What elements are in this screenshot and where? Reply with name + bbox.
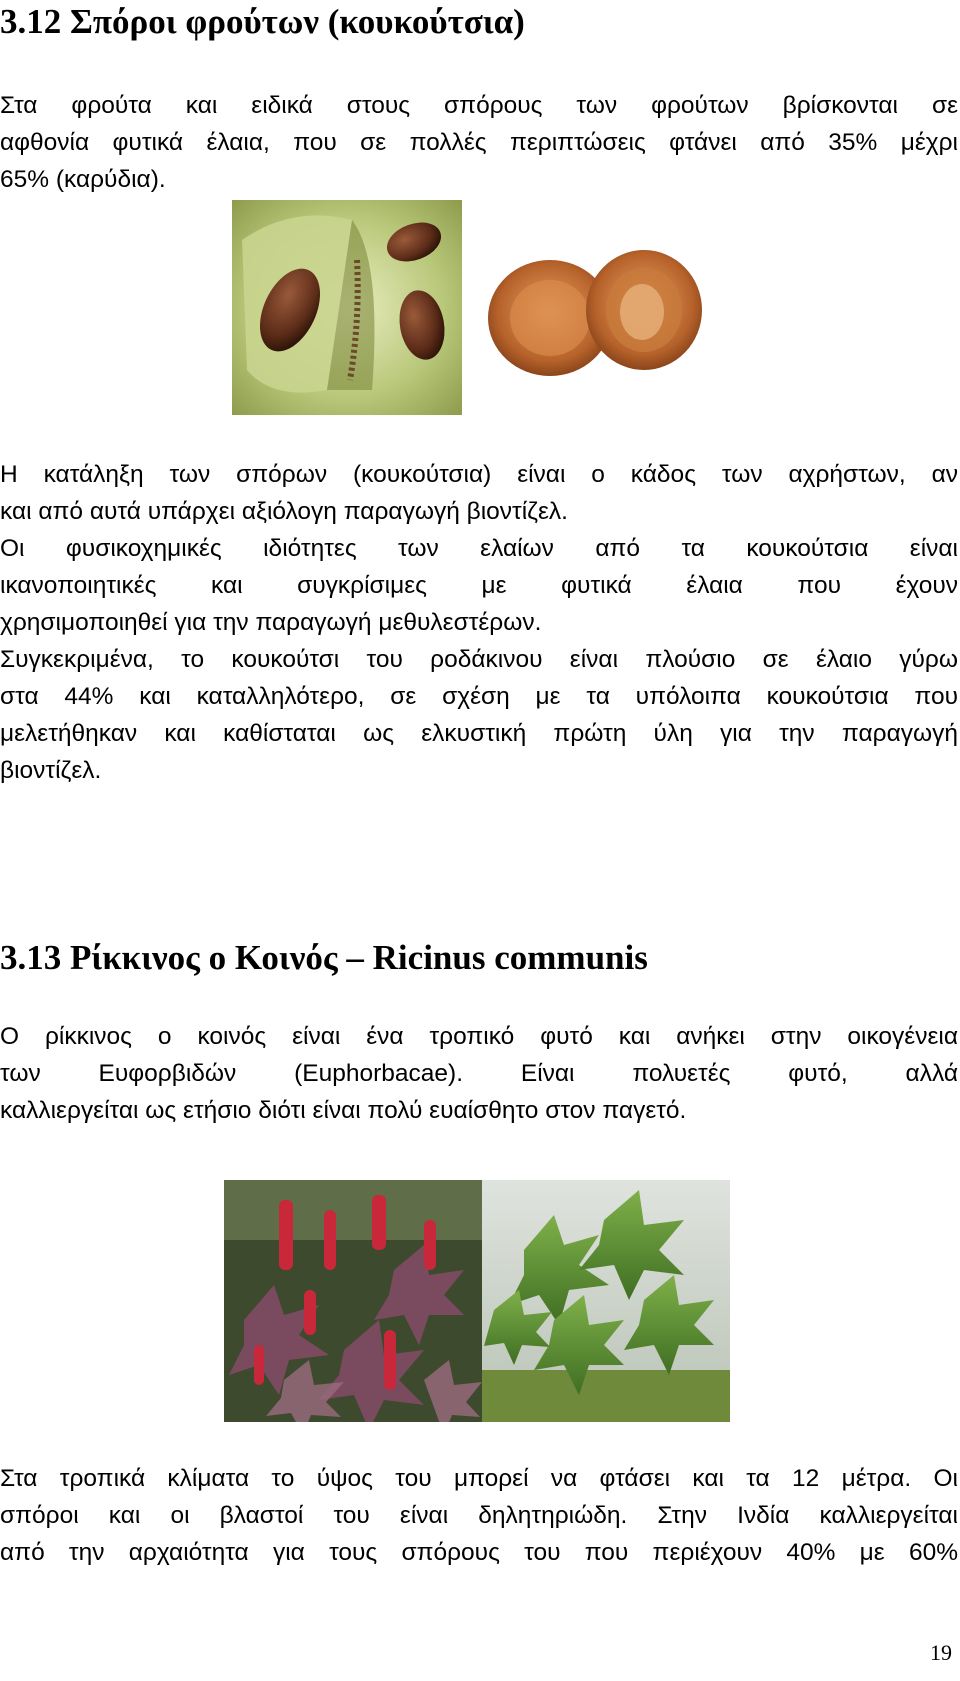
text-line: Ο ρίκκινος ο κοινός είναι ένα τροπικό φυτό και ανήκει στην οικογένεια	[0, 1023, 958, 1050]
paragraph-fruit-seeds-body	[0, 456, 958, 789]
figure-fruit-seeds	[232, 200, 722, 415]
text-line: αφθονία φυτικά έλαια, που σε πολλές περιπτώσεις φτάνει από 35% μέχρι	[0, 129, 958, 156]
text-line: Συγκεκριμένα, το κουκούτσι του ροδάκινου είναι πλούσιο σε έλαιο γύρω	[0, 646, 958, 673]
text-line: από την αρχαιότητα για τους σπόρους του που περιέχουν 40% με 60%	[0, 1539, 958, 1566]
text-line: στα 44% και καταλληλότερο, σε σχέση με τα υπόλοιπα κουκούτσια που	[0, 683, 958, 710]
text-line: Η κατάληξη των σπόρων (κουκούτσια) είναι ο κάδος των αχρήστων, αν	[0, 461, 958, 488]
paragraph-ricinus-body	[0, 1460, 958, 1571]
text-line: καλλιεργείται ως ετήσιο διότι είναι πολύ ευαίσθητο στον παγετό.	[0, 1097, 687, 1124]
text-line: βιοντίζελ.	[0, 757, 102, 784]
page-number: 19	[930, 1640, 952, 1665]
section-heading-3-12: 3.12 Σπόροι φρούτων (κουκούτσια)	[0, 2, 525, 41]
figure-ricinus-plants	[224, 1180, 730, 1422]
text-line: και από αυτά υπάρχει αξιόλογη παραγωγή βιοντίζελ.	[0, 498, 568, 525]
text-line: Στα φρούτα και ειδικά στους σπόρους των φρούτων βρίσκονται σε	[0, 92, 958, 119]
ricinus-photo	[224, 1180, 730, 1422]
paragraph-fruit-seeds-intro	[0, 87, 958, 198]
text-line: σπόροι και οι βλαστοί του είναι δηλητηριώδη. Στην Ινδία καλλιεργείται	[0, 1502, 958, 1529]
text-line: χρησιμοποιηθεί για την παραγωγή μεθυλεστέρων.	[0, 609, 542, 636]
paragraph-ricinus-intro	[0, 1018, 958, 1129]
text-line: Στα τροπικά κλίματα το ύψος του μπορεί να φτάσει και τα 12 μέτρα. Οι	[0, 1465, 958, 1492]
fruit-seeds-photo	[232, 200, 722, 415]
text-line: των Ευφορβιδών (Euphorbacae). Είναι πολυετές φυτό, αλλά	[0, 1060, 958, 1087]
text-line: μελετήθηκαν και καθίσταται ως ελκυστική πρώτη ύλη για την παραγωγή	[0, 720, 958, 747]
text-line: Οι φυσικοχημικές ιδιότητες των ελαίων από τα κουκούτσια είναι	[0, 535, 958, 562]
text-line: ικανοποιητικές και συγκρίσιμες με φυτικά έλαια που έχουν	[0, 572, 958, 599]
section-heading-3-13: 3.13 Ρίκκινος ο Κοινός – Ricinus communis	[0, 938, 648, 977]
text-line: 65% (καρύδια).	[0, 166, 166, 193]
